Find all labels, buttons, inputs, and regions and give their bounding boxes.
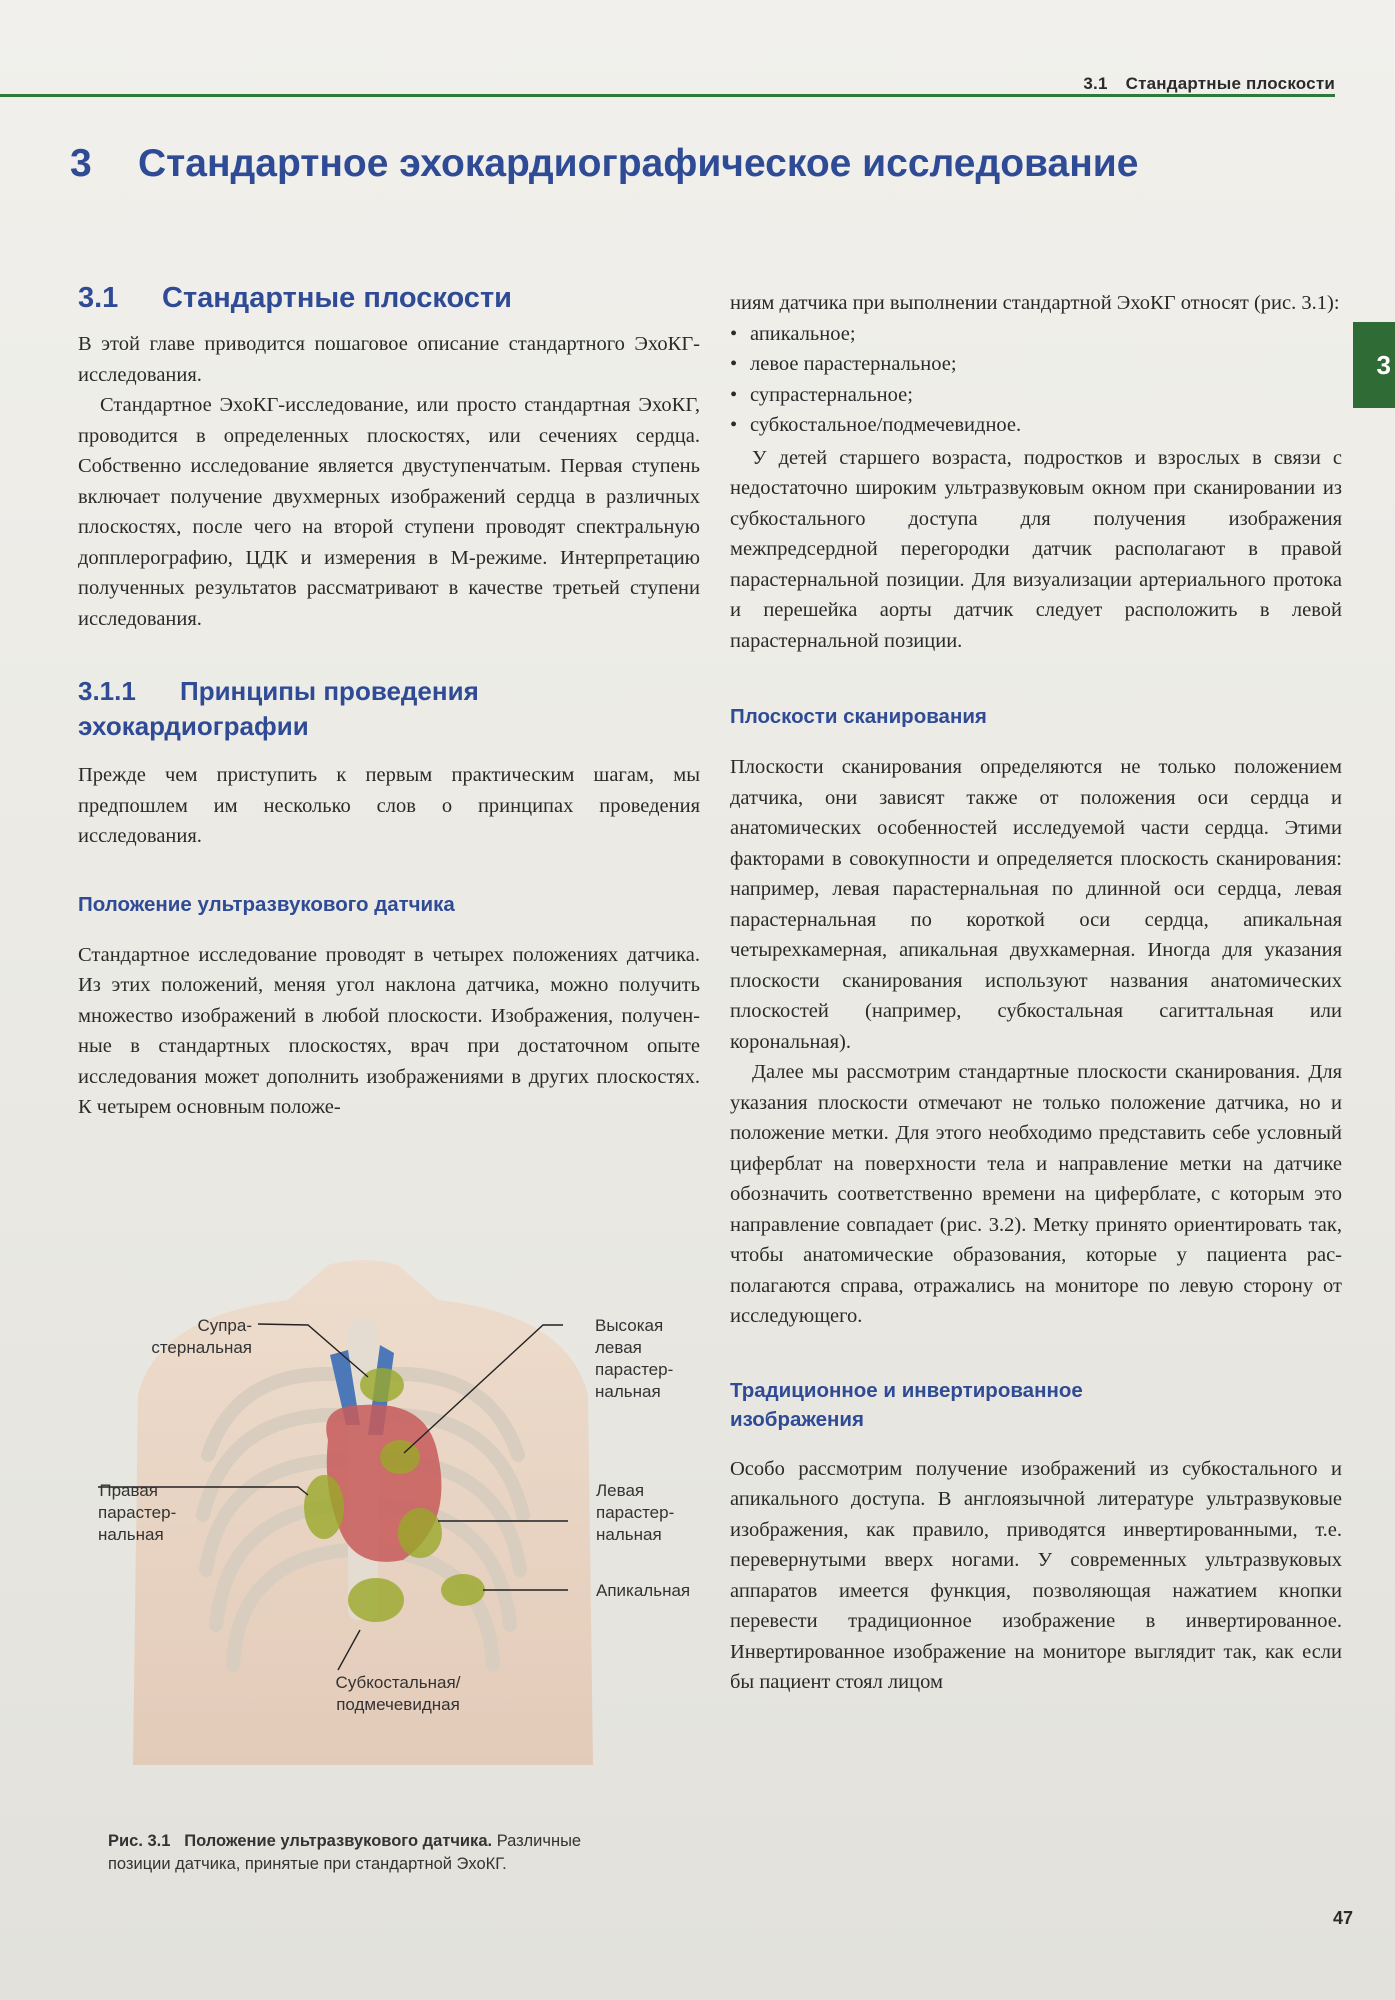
label-apical: Апикальная bbox=[596, 1581, 691, 1600]
chapter-title bbox=[70, 142, 1138, 186]
list-item: • апикальное; bbox=[730, 319, 1342, 350]
paragraph: В этой главе приводится пошаговое описание стандартного ЭхоКГ-исследования. bbox=[78, 333, 700, 386]
caption-label: Рис. 3.1 bbox=[108, 1832, 171, 1850]
right-column bbox=[730, 288, 1342, 1698]
page-number: 47 bbox=[1332, 1908, 1353, 1928]
label-high-left-parasternal: Высокая левая парастер- нальная bbox=[595, 1316, 674, 1401]
section-heading bbox=[78, 282, 700, 315]
label-suprasternal: Супра- стернальная bbox=[151, 1316, 252, 1357]
label-subcostal: Субкостальная/ подмечевидная bbox=[335, 1673, 461, 1714]
label-right-parasternal: Правая парастер- нальная bbox=[98, 1481, 177, 1544]
paragraph: Стандартное исследование проводят в четырех положениях датчика. Из этих положений, меняя угол наклона датчика, можно получить множество изображений в любой плоскости. Изображения, полученные в стандартных плоскостях, врач при достаточном опыте исследования может дополнить изображениями в других плоскостях. К четырем основным положе- bbox=[78, 943, 700, 1118]
subsection-number: 3.1.1 bbox=[78, 676, 136, 706]
probe-position-list bbox=[730, 319, 1342, 441]
left-column bbox=[78, 282, 700, 1123]
paragraph: Особо рассмотрим получение изображений из субкостального и апикального доступа. В англоязычной литературе ультразвуковые изображения, как правило, приводятся инвертированными, т.е. перевернутыми вверх ногами. У современных ультразвуковых аппаратов имеется функция, позволяющая нажатием кнопки перевести традиционное изображение в инвертированное. Инвертированное изображение на мониторе выглядит так, как если бы пациент стоял лицом bbox=[730, 1457, 1342, 1693]
paragraph: Далее мы рассмотрим стандартные плоскости сканирования. Для указания плоскости отмечают не только положение датчика, но и положение метки. Для этого необходимо представить себе условный циферблат на поверхности тела и направление метки на датчике обозначить соответственно времени на циферблате, с которым это направление совпадает (рис. 3.2). Метку принято ориентировать так, чтобы анатомические образования, которые у пациента располагаются справа, отражались на мониторе по левую сторону от исследующего. bbox=[730, 1061, 1342, 1327]
heading-traditional-inverted: Традиционное и инвертированное изображения bbox=[730, 1378, 1083, 1431]
figure-caption bbox=[108, 1830, 708, 1876]
list-item: • субкостальное/подмечевидное. bbox=[730, 410, 1342, 441]
paragraph: ниям датчика при выполнении стандартной ЭхоКГ относят (рис. 3.1): bbox=[730, 292, 1340, 314]
subsection-heading bbox=[78, 674, 700, 744]
list-item: • левое парастернальное; bbox=[730, 349, 1342, 380]
list-item: • супрастернальное; bbox=[730, 380, 1342, 411]
heading-scan-planes: Плоскости сканирования bbox=[730, 705, 987, 728]
running-head-number: 3.1 bbox=[1083, 74, 1108, 93]
paragraph: Стандартное ЭхоКГ-исследование, или просто стандартная ЭхоКГ, проводится в определенных плоскостях, или сечениях сердца. Собственно исследование является двуступенчатым. Первая ступень включает получение двухмерных изображений сердца в различных плоскостях, после чего на второй ступени проводят спектральную допплерографию, ЦДК и измерения в М-режиме. Интерпретацию полученных результатов рассматривают в качестве третьей ступени исследования. bbox=[78, 394, 700, 630]
subsection-title-line1: Принципы проведения bbox=[180, 676, 479, 706]
paragraph: Плоскости сканирования определяются не только положением датчика, они зависят также от положения оси сердца и анатомических особенностей исследуемой части сердца. Этими факторами в совокупности и определяется плоскость сканирования: например, левая парастернальная по длинной оси сердца, левая парастернальная по короткой оси сердца, апикальная четырехкамерная, апикальная двухкамерная. Иногда для указания плоскости сканирования используют названия анатомических плоскостей (например, субкостальная сагиттальная или корональная). bbox=[730, 756, 1342, 1053]
caption-text-line2: позиции датчика, принятые при стандартной ЭхоКГ. bbox=[108, 1855, 507, 1873]
figure-probe-positions bbox=[98, 1225, 702, 1780]
chapter-number: 3 bbox=[70, 142, 92, 185]
header-rule bbox=[0, 94, 1335, 97]
chapter-thumb-tab: 3 bbox=[1353, 322, 1395, 408]
running-head bbox=[1083, 74, 1335, 94]
caption-text-line1: Различные bbox=[496, 1832, 582, 1850]
caption-title: Положение ультразвукового датчика. bbox=[184, 1832, 493, 1850]
subsection-title-line2: эхокардиографии bbox=[78, 711, 309, 741]
section-number: 3.1 bbox=[78, 282, 119, 314]
label-left-parasternal: Левая парастер- нальная bbox=[596, 1481, 675, 1544]
running-head-title: Стандартные плоскости bbox=[1125, 74, 1335, 93]
heading-probe-position: Положение ультразвукового датчика bbox=[78, 892, 455, 916]
paragraph: Прежде чем приступить к первым практическим шагам, мы предпошлем им несколько слов о принципах проведения исследования. bbox=[78, 764, 700, 847]
paragraph: У детей старшего возраста, подростков и взрослых в связи с недостаточно широким ультразвуковым окном при сканировании из субкостального доступа для получения изображения межпредсердной перегородки датчик располагают в правой парастернальной позиции. Для визуализации артериального протока и перешейка аорты датчик следует расположить в левой парастернальной позиции. bbox=[730, 446, 1342, 652]
chapter-title-text: Стандартное эхокардиографическое исследование bbox=[138, 142, 1139, 185]
section-title: Стандартные плоскости bbox=[162, 282, 512, 314]
